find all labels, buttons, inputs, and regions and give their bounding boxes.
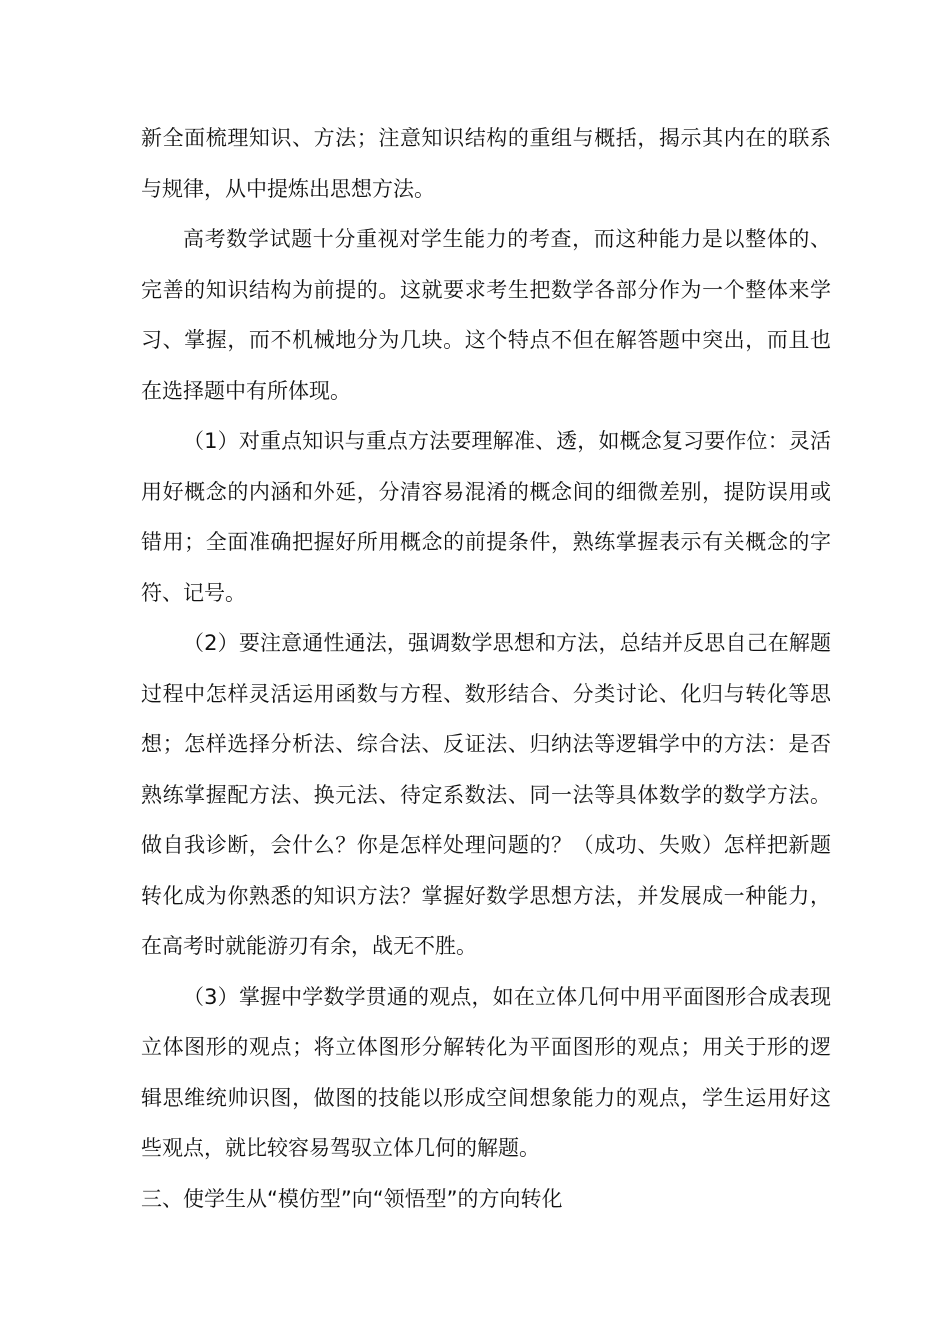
section-heading: 三、使学生从“模仿型”向“领悟型”的方向转化 bbox=[141, 1186, 563, 1211]
paragraph-continuation: 新全面梳理知识、方法；注意知识结构的重组与概括，揭示其内在的联系与规律，从中提炼出思想方法。 bbox=[141, 126, 831, 201]
paragraph-ability: 高考数学试题十分重视对学生能力的考查，而这种能力是以整体的、完善的知识结构为前提的。这就要求考生把数学各部分作为一个整体来学习、掌握，而不机械地分为几块。这个特点不但在解答题中突出，而且也在选择题中有所体现。 bbox=[141, 227, 831, 403]
list-item-1: （1）对重点知识与重点方法要理解准、透，如概念复习要作位：灵活用好概念的内涵和外延，分清容易混淆的概念间的细微差别，提防误用或错用；全面准确把握好所用概念的前提条件，熟练掌握表示有关概念的字符、记号。 bbox=[141, 429, 831, 605]
list-item-2: （2）要注意通性通法，强调数学思想和方法，总结并反思自己在解题过程中怎样灵活运用函数与方程、数形结合、分类讨论、化归与转化等思想；怎样选择分析法、综合法、反证法、归纳法等逻辑学中的方法：是否熟练掌握配方法、换元法、待定系数法、同一法等具体数学的数学方法。做自我诊断，会什么？你是怎样处理问题的？（成功、失败）怎样把新题转化成为你熟悉的知识方法？掌握好数学思想方法，并发展成一种能力，在高考时就能游刃有余，战无不胜。 bbox=[141, 631, 831, 958]
list-item-3: （3）掌握中学数学贯通的观点，如在立体几何中用平面图形合成表现立体图形的观点；将立体图形分解转化为平面图形的观点；用关于形的逻辑思维统帅识图，做图的技能以形成空间想象能力的观点，学生运用好这些观点，就比较容易驾驭立体几何的解题。 bbox=[141, 984, 831, 1160]
document-body bbox=[141, 113, 831, 1224]
